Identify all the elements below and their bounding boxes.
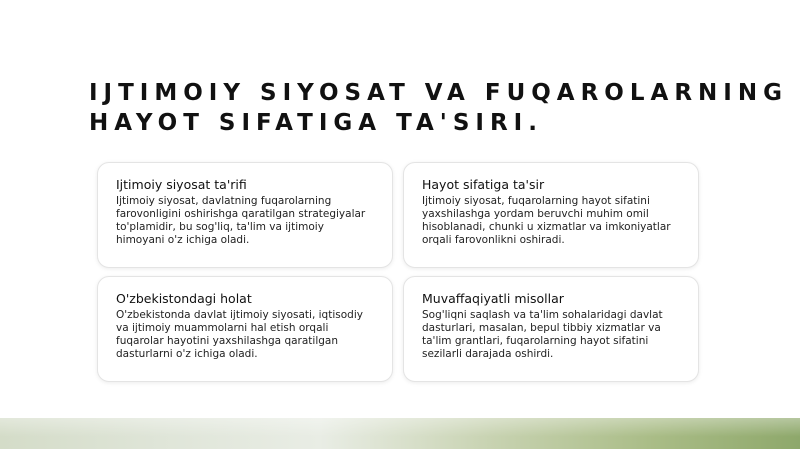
card-body-line: to'plamidir, bu sog'liq, ta'lim va ijtimoiy — [116, 221, 324, 233]
slide-title-line-2: HAYOT SIFATIGA TA'SIRI. — [89, 110, 543, 136]
card-title: Muvaffaqiyatli misollar — [422, 291, 564, 306]
card-title: Hayot sifatiga ta'sir — [422, 177, 545, 192]
card-body — [422, 309, 686, 361]
card-title: Ijtimoiy siyosat ta'rifi — [116, 177, 247, 192]
card-body-line: orqali farovonlikni oshiradi. — [422, 234, 565, 246]
card-successful-examples — [403, 276, 699, 382]
card-title: O'zbekistondagi holat — [116, 291, 252, 306]
card-body-line: ta'lim grantlari, fuqarolarning hayot sifatini — [422, 335, 649, 347]
card-body-line: O'zbekistonda davlat ijtimoiy siyosati, iqtisodiy — [116, 309, 363, 321]
card-body-line: va ijtimoiy muammolarni hal etish orqali — [116, 322, 329, 334]
card-social-policy-definition — [97, 162, 393, 268]
card-body — [116, 309, 380, 361]
footer-landscape-image — [0, 418, 800, 449]
card-body-line: Sog'liqni saqlash va ta'lim sohalaridagi davlat — [422, 309, 663, 321]
card-body — [422, 195, 686, 247]
card-body-line: fuqarolar hayotini yaxshilashga qaratilgan — [116, 335, 339, 347]
card-body-line: Ijtimoiy siyosat, davlatning fuqarolarning — [116, 195, 332, 207]
slide-title — [89, 78, 788, 138]
slide-title-line-1: IJTIMOIY SIYOSAT VA FUQAROLARNING — [89, 80, 788, 106]
card-body-line: hisoblanadi, chunki u xizmatlar va imkoniyatlar — [422, 221, 671, 233]
card-body-line: sezilarli darajada oshirdi. — [422, 348, 554, 360]
card-body-line: Ijtimoiy siyosat, fuqarolarning hayot sifatini — [422, 195, 650, 207]
card-body-line: himoyani o'z ichiga oladi. — [116, 234, 250, 246]
card-body-line: dasturlarni o'z ichiga oladi. — [116, 348, 258, 360]
card-body-line: farovonligini oshirishga qaratilgan strategiyalar — [116, 208, 366, 220]
card-body-line: dasturlari, masalan, bepul tibbiy xizmatlar va — [422, 322, 661, 334]
card-body-line: yaxshilashga yordam beruvchi muhim omil — [422, 208, 649, 220]
card-impact-on-quality-of-life — [403, 162, 699, 268]
card-body — [116, 195, 380, 247]
card-situation-in-uzbekistan — [97, 276, 393, 382]
